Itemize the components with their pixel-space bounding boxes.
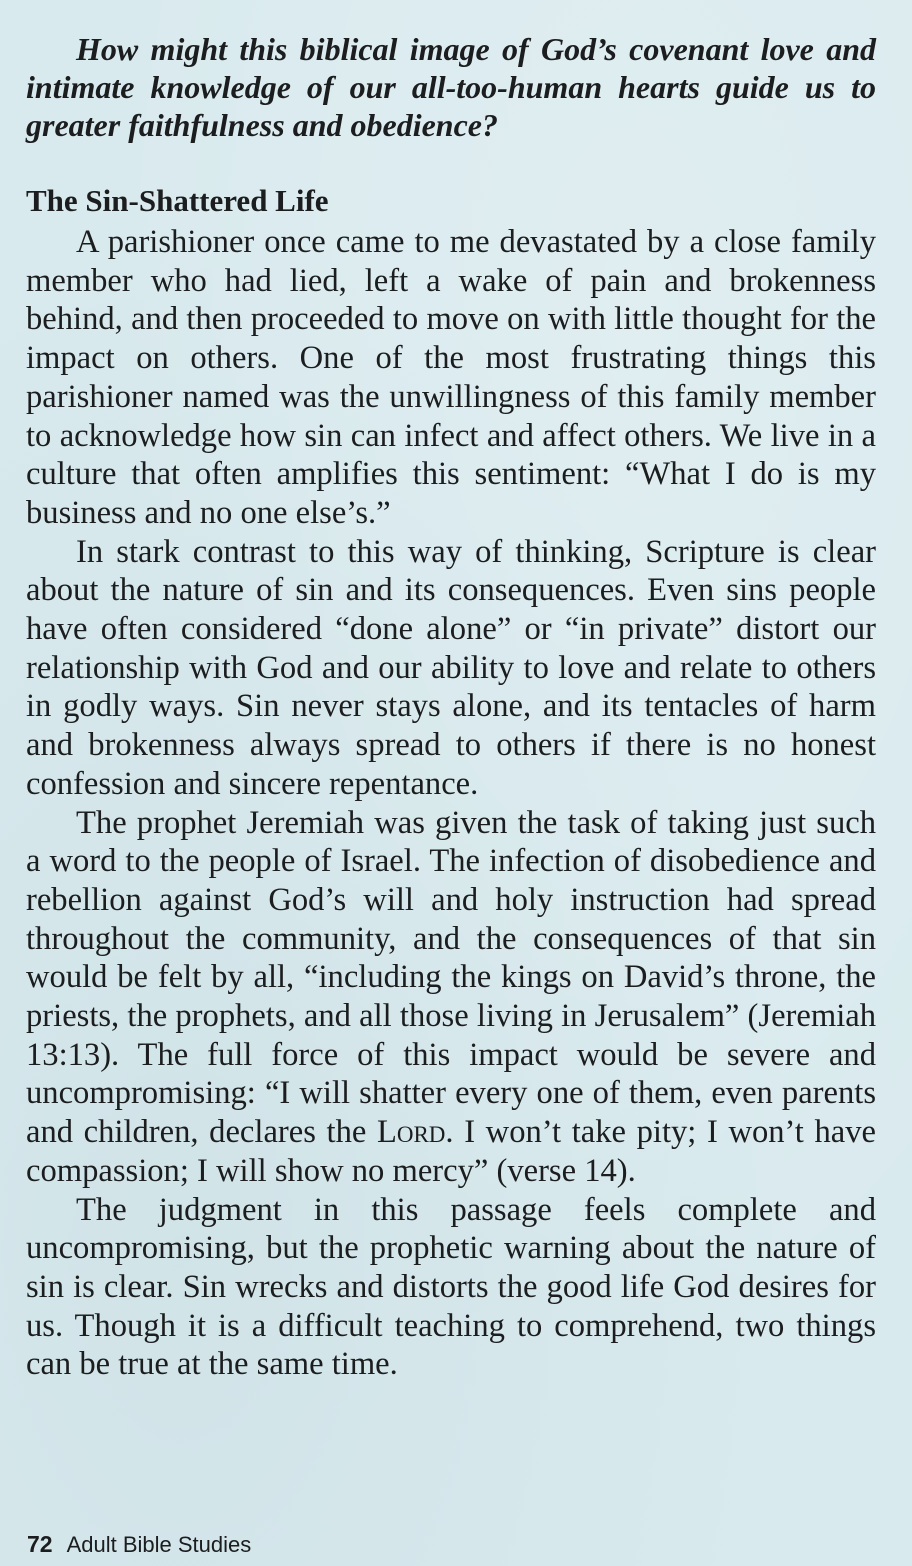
publication-title: Adult Bible Studies [66,1532,252,1557]
page-number: 72 [27,1531,53,1557]
lord-small-caps: Lord [376,1114,446,1151]
paragraph-4: The judgment in this passage feels complete and uncompromising, but the prophetic warning about the nature of sin is clear. Sin wrecks and distorts the good life God desires for us. Though it is a difficult teaching to comprehend, two things can be true at the same time. [26,1191,876,1383]
section-heading: The Sin-Shattered Life [26,183,329,218]
paragraph-3-text-b: . I won’t take pity; I won’t have compassion; I will show no mercy” (verse 14). [26,1114,876,1189]
page-footer [27,1531,251,1558]
article-body [26,223,876,1384]
paragraph-3-text-a: The prophet Jeremiah was given the task of taking just such a word to the people of Israel. The infection of disobedience and rebellion against God’s will and holy instruction had spread throughout the community, and the consequences of that sin would be felt by all, “including the kings on David’s throne, the priests, the prophets, and all those living in Jerusalem” (Jeremiah 13:13). The full force of this impact would be severe and uncompromising: “I will shatter every one of them, even parents and children, declares the [26,804,876,1151]
paragraph-2: In stark contrast to this way of thinking, Scripture is clear about the nature of sin and its consequences. Even sins people have often considered “done alone” or “in private” distort our relationship with God and our ability to love and relate to others in godly ways. Sin never stays alone, and its tentacles of harm and brokenness always spread to others if there is no honest confession and sincere repentance. [26,533,876,802]
paragraph-1: A parishioner once came to me devastated by a close family member who had lied, left a wake of pain and brokenness behind, and then proceeded to move on with little thought for the impact on others. One of the most frustrating things this parishioner named was the unwillingness of this family member to acknowledge how sin can infect and affect others. We live in a culture that often amplifies this sentiment: “What I do is my business and no one else’s.” [26,224,876,531]
paragraph-3 [26,804,876,1191]
discussion-question: How might this biblical image of God’s covenant love and intimate knowledge of our all-too-human hearts guide us to greater faithfulness and obedience? [26,31,876,143]
